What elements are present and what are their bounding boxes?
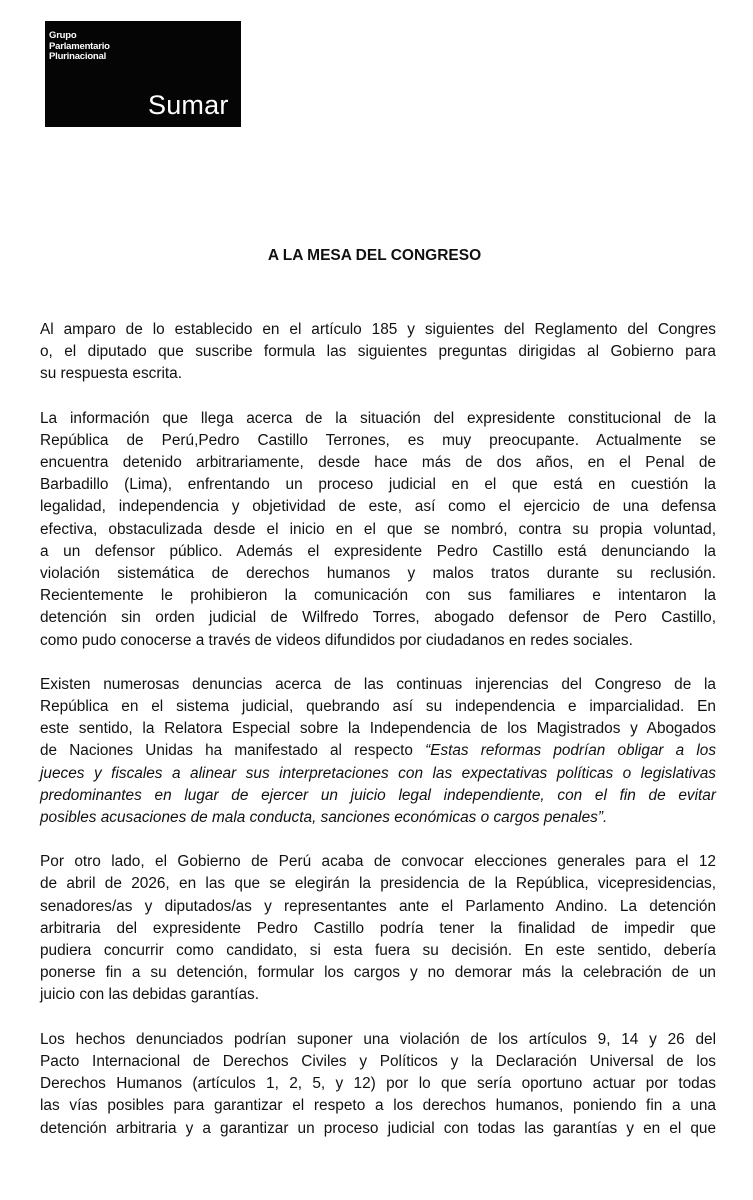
text-line-mixed [40, 740, 716, 762]
text-line: Pacto Internacional de Derechos Civiles y Políticos y la Declaración Universal de los [40, 1052, 716, 1070]
text-line: detención arbitraria y a garantizar un proceso judicial con todas las garantías y en el que [40, 1119, 716, 1137]
text-line: este sentido, la Relatora Especial sobre la Independencia de los Magistrados y Abogados [40, 720, 716, 738]
text-line: a un defensor público. Además el expresidente Pedro Castillo está denunciando la [40, 542, 716, 560]
logo-group-line: Grupo [49, 30, 77, 41]
document-body [40, 319, 716, 1162]
paragraph-intro [40, 319, 716, 386]
text-line: o, el diputado que suscribe formula las siguientes preguntas dirigidas al Gobierno para [40, 343, 716, 361]
text-line: Por otro lado, el Gobierno de Perú acaba de convocar elecciones generales para el 12 [40, 853, 716, 871]
text-line: efectiva, obstaculizada desde el inicio en el que se nombró, contra su propia voluntad, [40, 520, 716, 538]
text-line: legalidad, independencia y objetividad de este, así como el ejercicio de una defensa [40, 498, 716, 516]
text-line: encuentra detenido arbitrariamente, desde hace más de dos años, en el Penal de [40, 454, 716, 472]
text-line: senadores/as y diputados/as y representantes ante el Parlamento Andino. La detención [40, 897, 716, 915]
logo-name: Sumar [148, 90, 229, 120]
text-line: detención sin orden judicial de Wilfredo Torres, abogado defensor de Pero Castillo, [40, 609, 716, 627]
paragraph-human-rights [40, 1029, 716, 1140]
text-line: ponerse fin a su detención, formular los cargos y no demorar más la celebración de un [40, 964, 716, 982]
text-line: de abril de 2026, en las que se elegirán la presidencia de la República, vicepresidencias, [40, 875, 716, 893]
quote-line: predominantes en lugar de ejercer un juicio legal independiente, con el fin de evitar [40, 786, 716, 804]
quote-line: jueces y fiscales a alinear sus interpretaciones con las expectativas políticas o legislativas [40, 764, 716, 782]
text-line: pudiera concurrir como candidato, si esta fuera su decisión. En este sentido, debería [40, 942, 716, 960]
logo-group-line: Plurinacional [49, 51, 107, 62]
paragraph-elections [40, 851, 716, 1006]
logo-group-line: Parlamentario [49, 40, 110, 52]
logo-group-name [49, 31, 110, 63]
text-line: República de Perú,Pedro Castillo Terrones, es muy preocupante. Actualmente se [40, 431, 716, 449]
text-line: La información que llega acerca de la situación del expresidente constitucional de la [40, 409, 716, 427]
paragraph-interference [40, 674, 716, 829]
text-line: arbitraria del expresidente Pedro Castillo podría tener la finalidad de impedir que [40, 919, 716, 937]
text-line: Al amparo de lo establecido en el artículo 185 y siguientes del Reglamento del Congres [40, 321, 716, 338]
text-line: Los hechos denunciados podrían suponer una violación de los artículos 9, 14 y 26 del [40, 1030, 716, 1048]
text-line: violación sistemática de derechos humanos y malos tratos durante su reclusión. [40, 565, 716, 583]
sumar-logo [45, 21, 241, 127]
text-line: juicio con las debidas garantías. [40, 986, 260, 1004]
text-line: Derechos Humanos (artículos 1, 2, 5, y 12) por lo que sería oportuno actuar por todas [40, 1075, 716, 1093]
text-line: Recientemente le prohibieron la comunicación con sus familiares e intentaron la [40, 587, 716, 605]
text-segment: de Naciones Unidas ha manifestado al respecto [40, 742, 413, 760]
text-line: las vías posibles para garantizar el respeto a los derechos humanos, poniendo fin a una [40, 1097, 716, 1115]
paragraph-situation [40, 408, 716, 652]
quote-line: posibles acusaciones de mala conducta, sanciones económicas o cargos penales”. [40, 809, 608, 827]
quote-segment: “Estas reformas podrían obligar a los [425, 742, 716, 760]
text-line: República en el sistema judicial, quebrando así su independencia e imparcialidad. En [40, 698, 716, 716]
text-line: Barbadillo (Lima), enfrentando un proceso judicial en el que está en cuestión la [40, 476, 716, 494]
text-line: como pudo conocerse a través de videos difundidos por ciudadanos en redes sociales. [40, 631, 633, 649]
text-line: su respuesta escrita. [40, 365, 183, 383]
document-heading: A LA MESA DEL CONGRESO [267, 247, 482, 264]
text-line: Existen numerosas denuncias acerca de las continuas injerencias del Congreso de la [40, 675, 716, 693]
